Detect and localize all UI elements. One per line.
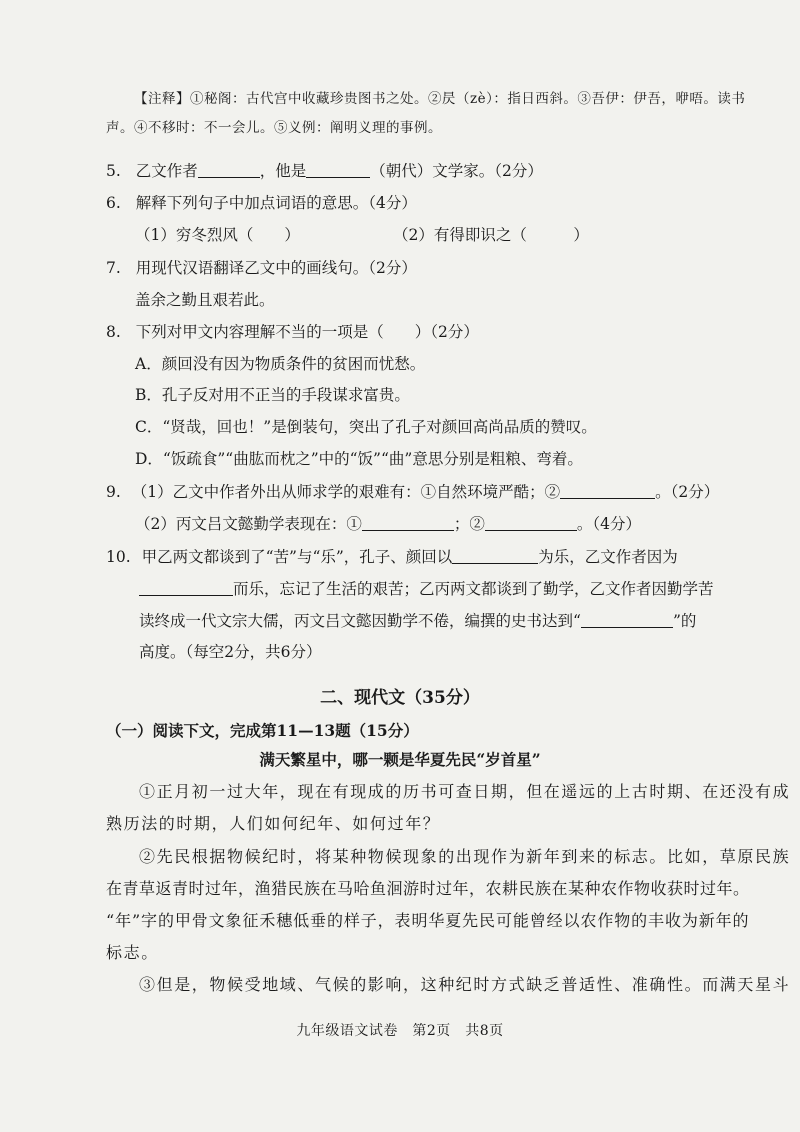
question-10-line-2 [139,581,714,598]
article-title: 满天繁星中，哪一颗是华夏先民“岁首星” [259,750,541,769]
option-c[interactable]: C．“贤哉，回也！”是倒装句，突出了孔子对颜回高尚品质的赞叹。 [135,418,597,436]
question-10-line-3 [139,613,696,630]
question-5 [106,163,543,180]
answer-blank[interactable] [560,484,655,499]
article-line-2: 熟历法的时期，人们如何纪年、如何过年？ [106,814,441,833]
question-number: 10. [106,548,131,566]
question-text: 而乐，忘记了生活的艰苦；乙丙两文都谈到了勤学，乙文作者因勤学苦 [233,580,714,598]
question-text: 。（2分） [655,483,720,501]
annotation-line-1: 【注释】①秘阁：古代宫中收藏珍贵图书之处。②昃（zè）：指日西斜。③吾伊：伊吾，咿唔。读书 [134,91,746,107]
article-line-3: ②先民根据物候纪时，将某种物候现象的出现作为新年到来的标志。比如，草原民族 [139,847,791,866]
question-text: 。（4分） [576,515,642,533]
question-text: （2）丙文吕文懿勤学表现在：① [135,515,362,533]
question-6-item-1: （1）穷冬烈风（ ） [135,226,300,244]
article-line-1: ①正月初一过大年，现在有现成的历书可查日期，但在遥远的上古时期、在还没有成 [139,782,791,801]
answer-blank[interactable] [452,549,538,564]
question-text: 甲乙两文都谈到了“苦”与“乐”，孔子、颜回以 [141,548,453,566]
article-line-6: 标志。 [106,943,159,962]
answer-blank[interactable] [362,516,454,531]
answer-blank[interactable] [485,516,577,531]
question-text: （1）乙文中作者外出从师求学的艰难有：①自然环境严酷；② [131,483,561,501]
answer-blank[interactable] [306,163,370,178]
part-title: （一）阅读下文，完成第11—13题（15分） [106,721,419,740]
question-text: 乙文作者 [135,162,198,180]
question-7-sentence: 盖余之勤且艰若此。 [135,291,275,309]
annotation-line-2: 声。④不移时：不一会儿。⑤义例：阐明义理的事例。 [106,120,442,136]
question-number: 9. [106,483,121,501]
question-10-line-4: 高度。（每空2分，共6分） [139,643,322,661]
question-9-part-1 [106,484,719,501]
question-text: 解释下列句子中加点词语的意思。（4分） [135,194,417,212]
article-line-5: “年”字的甲骨文象征禾穗低垂的样子，表明华夏先民可能曾经以农作物的丰收为新年的 [106,911,750,930]
question-number: 6. [106,194,121,212]
answer-blank[interactable] [139,581,233,596]
question-text: ”的 [672,612,697,630]
question-number: 5. [106,162,121,180]
answer-blank[interactable] [198,163,260,178]
article-line-7: ③但是，物候受地域、气候的影响，这种纪时方式缺乏普适性、准确性。而满天星斗 [139,975,791,994]
question-number: 8. [106,323,121,341]
question-text: 用现代汉语翻译乙文中的画线句。（2分） [135,259,417,277]
question-10-line-1 [106,549,678,566]
question-text: 读终成一代文宗大儒，丙文吕文懿因勤学不倦，编撰的史书达到“ [139,612,581,630]
option-d[interactable]: D．“饭疏食”“曲肱而枕之”中的“饭”“曲”意思分别是粗粮、弯着。 [135,450,583,468]
page-footer: 九年级语文试卷 第2页 共8页 [296,1023,504,1039]
question-9-part-2 [135,516,641,533]
question-number: 7. [106,259,121,277]
question-text: 下列对甲文内容理解不当的一项是（ ）（2分） [135,323,479,341]
question-7 [106,261,417,277]
article-line-4: 在青草返青时过年，渔猎民族在马哈鱼洄游时过年，农耕民族在某种农作物收获时过年。 [106,879,750,898]
section-title: 二、现代文（35分） [320,688,480,708]
question-text: ，他是 [259,162,307,180]
option-b[interactable]: B．孔子反对用不正当的手段谋求富贵。 [135,386,410,404]
question-6 [106,196,417,212]
question-6-item-2: （2）有得即识之（ ） [393,226,589,244]
question-text: 为乐，乙文作者因为 [538,548,678,566]
question-text: （朝代）文学家。（2分） [370,162,543,180]
question-text: ；② [453,515,485,533]
answer-blank[interactable] [581,613,673,628]
question-8 [106,325,479,341]
option-a[interactable]: A．颜回没有因为物质条件的贫困而忧愁。 [135,355,426,373]
